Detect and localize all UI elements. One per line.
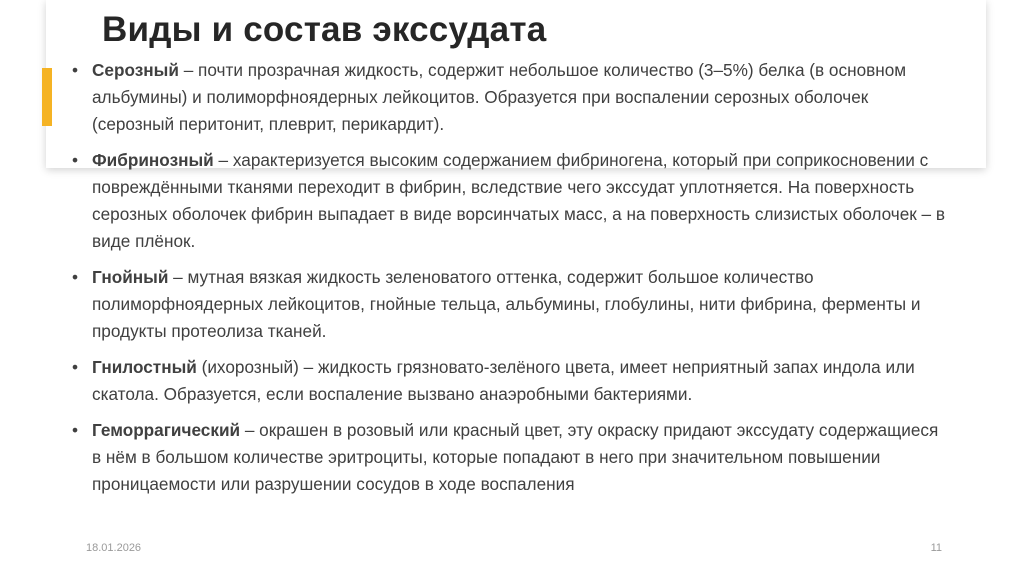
list-item-putrid (72, 354, 952, 408)
bullet-icon: • (72, 267, 79, 287)
item-text: – почти прозрачная жидкость, содержит небольшое количество (3–5%) белка (в основном альбумины) и полиморфноядерных лейкоцитов. Образуется при воспалении серозных оболочек (серозный перитонит, плеврит, перикардит). (92, 60, 907, 134)
bullet-icon: • (72, 420, 79, 440)
bullet-icon: • (72, 150, 79, 170)
list-item-serous (72, 57, 952, 138)
item-term: Гнилостный (92, 357, 197, 377)
bullet-icon: • (72, 60, 79, 80)
item-text: (ихорозный) – жидкость грязновато-зелёного цвета, имеет неприятный запах индола или скатола. Образуется, если воспаление вызвано анаэробными бактериями. (92, 357, 915, 404)
item-term: Фибринозный (92, 150, 214, 170)
list-item-purulent (72, 264, 952, 345)
footer-date: 18.01.2026 (86, 542, 142, 554)
item-term: Гнойный (92, 267, 169, 287)
item-text: – характеризуется высоким содержанием фибриногена, который при соприкосновении с повреждёнными тканями переходит в фибрин, вследствие чего экссудат уплотняется. На поверхность серозных оболочек фибрин выпадает в виде ворсинчатых масс, а на поверхность слизистых оболочек – в виде плёнок. (92, 150, 946, 251)
item-term: Серозный (92, 60, 179, 80)
list-item-hemorrhagic (72, 417, 952, 498)
slide-title: Виды и состав экссудата (102, 10, 547, 49)
list-item-fibrinous (72, 147, 952, 255)
bullet-list (72, 57, 952, 507)
item-text: – окрашен в розовый или красный цвет, эту окраску придают экссудату содержащиеся в нём в большом количестве эритроциты, которые попадают в него при значительном повышении проницаемости или разрушении сосудов в ходе воспаления (92, 420, 939, 494)
item-term: Геморрагический (92, 420, 241, 440)
bullet-icon: • (72, 357, 79, 377)
page-number: 11 (930, 542, 942, 554)
accent-bar (42, 68, 52, 126)
item-text: – мутная вязкая жидкость зеленоватого оттенка, содержит большое количество полиморфноядерных лейкоцитов, гнойные тельца, альбумины, глобулины, нити фибрина, ферменты и продукты протеолиза тканей. (92, 267, 921, 341)
